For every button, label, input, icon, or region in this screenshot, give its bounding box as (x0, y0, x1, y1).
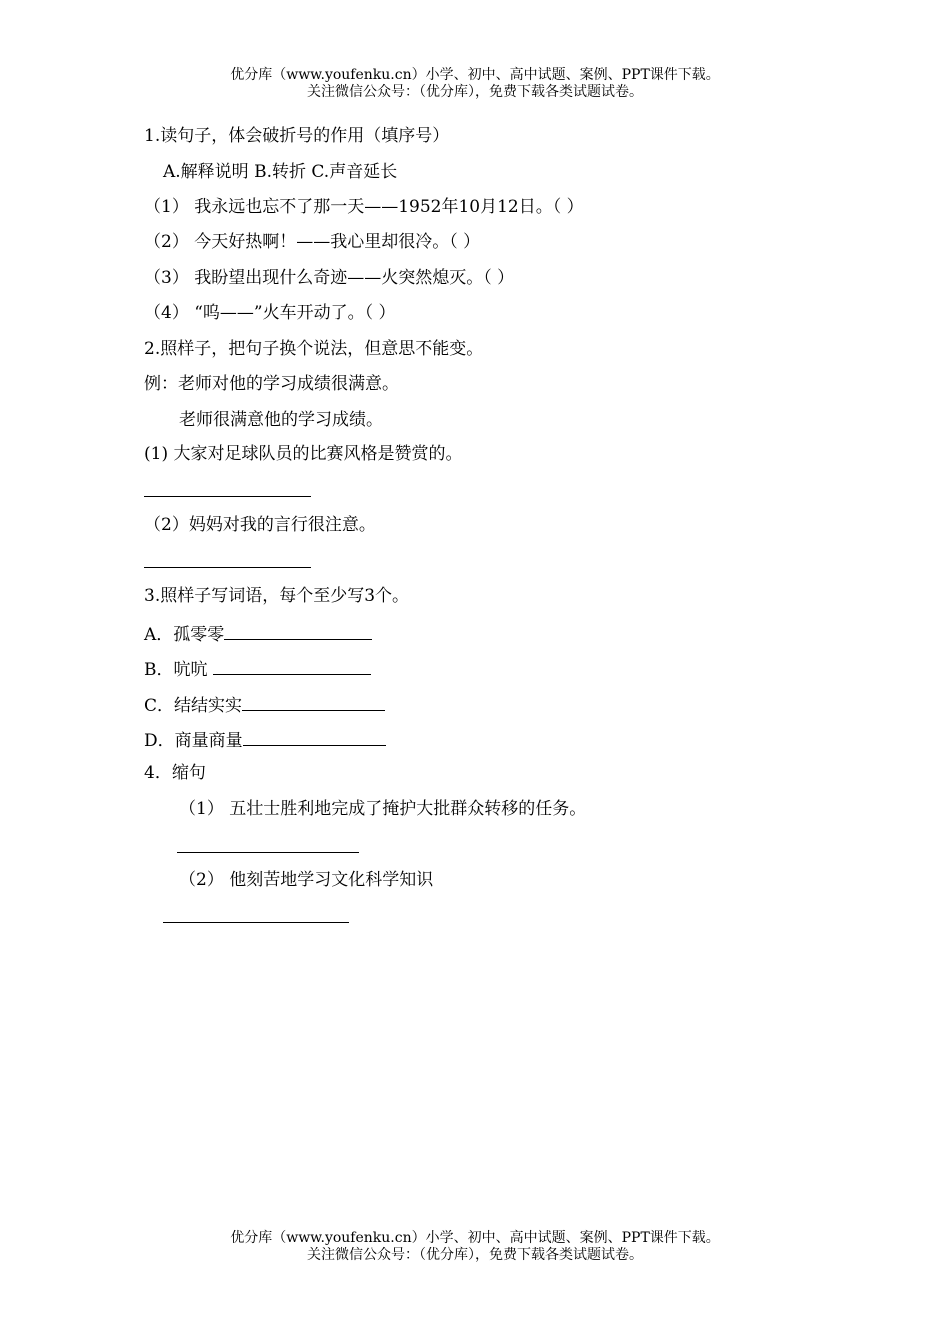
q4-answer-line-2[interactable] (163, 922, 349, 923)
q3-item-a-label: A．孤零零 (144, 625, 225, 645)
q3-item-a (144, 621, 372, 646)
q3-item-b-label: B．吭吭 (144, 660, 213, 680)
q2-title: 2.照样子，把句子换个说法，但意思不能变。 (144, 339, 484, 359)
q4-answer-line-1[interactable] (177, 852, 359, 853)
q3-item-d (144, 727, 386, 752)
footer-line-1: 优分库（www.youfenku.cn）小学、初中、高中试题、案例、PPT课件下载。 (230, 1230, 720, 1246)
page-footer (0, 1230, 950, 1264)
q1-item-1: （1） 我永远也忘不了那一天——1952年10月12日。（ ） (144, 197, 584, 217)
q2-example: 例：老师对他的学习成绩很满意。 (144, 374, 399, 394)
q1-options: A.解释说明 B.转折 C.声音延长 (163, 162, 398, 182)
q3-item-c-blank[interactable] (242, 692, 385, 711)
q3-item-b-blank[interactable] (213, 656, 371, 675)
q3-item-d-label: D．商量商量 (144, 731, 243, 751)
q2-example-answer: 老师很满意他的学习成绩。 (179, 410, 383, 430)
q3-item-c-label: C．结结实实 (144, 696, 243, 716)
q3-item-c (144, 692, 385, 717)
q2-item-2: （2）妈妈对我的言行很注意。 (144, 515, 376, 535)
q1-item-3: （3） 我盼望出现什么奇迹——火突然熄灭。（ ） (144, 268, 515, 288)
header-line-2: 关注微信公众号：（优分库），免费下载各类试题试卷。 (307, 84, 643, 100)
footer-line-2: 关注微信公众号：（优分库），免费下载各类试题试卷。 (307, 1247, 643, 1263)
q2-answer-line-2[interactable] (144, 567, 311, 568)
page-header (0, 67, 950, 101)
q1-item-4: （4） “呜——”火车开动了。（ ） (144, 303, 396, 323)
q2-answer-line-1[interactable] (144, 496, 311, 497)
q4-item-1: （1） 五壮士胜利地完成了掩护大批群众转移的任务。 (179, 799, 587, 819)
q3-title: 3.照样子写词语，每个至少写3个。 (144, 586, 410, 606)
q4-title: 4．缩句 (144, 763, 206, 783)
header-line-1: 优分库（www.youfenku.cn）小学、初中、高中试题、案例、PPT课件下载。 (230, 67, 720, 83)
q3-item-a-blank[interactable] (224, 621, 372, 640)
q3-item-d-blank[interactable] (243, 727, 386, 746)
q2-item-1: (1) 大家对足球队员的比赛风格是赞赏的。 (144, 444, 463, 464)
q3-item-b (144, 656, 371, 681)
q4-item-2: （2） 他刻苦地学习文化科学知识 (179, 870, 434, 890)
q1-item-2: （2） 今天好热啊！——我心里却很冷。（ ） (144, 232, 481, 252)
q1-title: 1.读句子，体会破折号的作用（填序号） (144, 126, 450, 146)
